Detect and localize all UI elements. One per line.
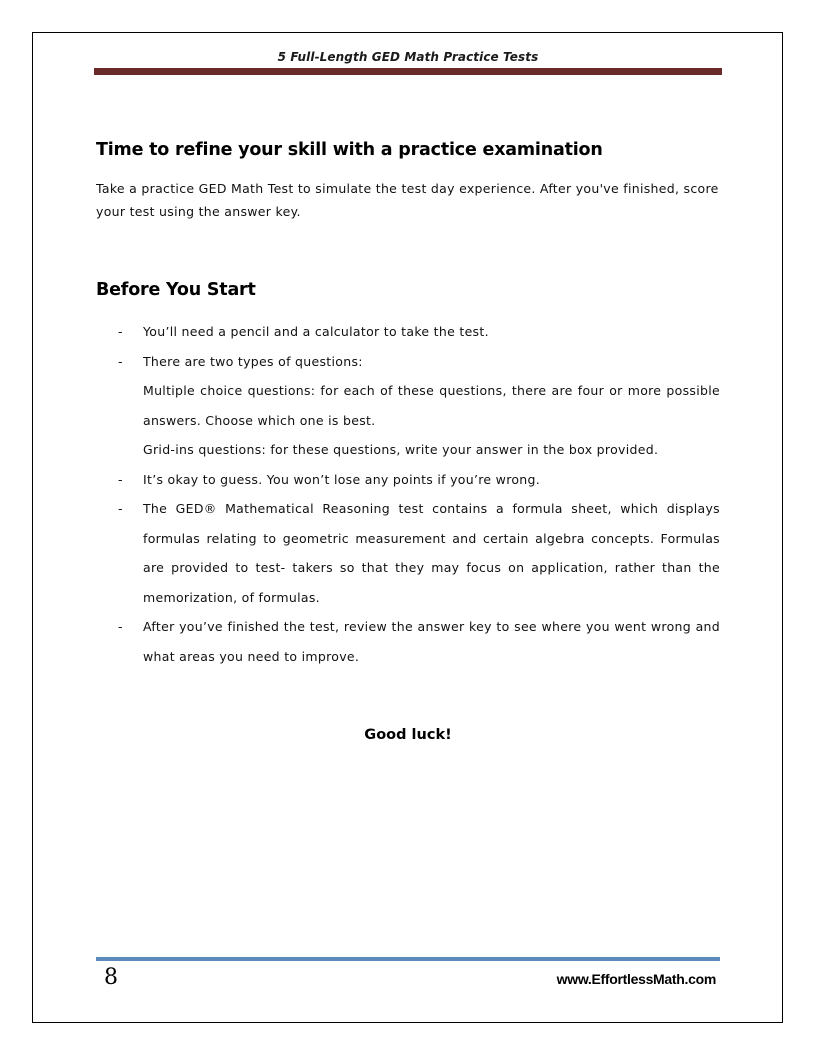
bullet-dash: -	[118, 353, 123, 369]
list-item-text: After you’ve finished the test, review the answer key to see where you went wrong and what areas you need to improve.	[143, 619, 720, 664]
bullet-dash: -	[118, 324, 123, 339]
page-number: 8	[104, 965, 118, 990]
footer-rule	[96, 957, 720, 961]
before-you-start-section	[96, 280, 720, 671]
section-heading-before-you-start: Before You Start	[96, 280, 256, 300]
running-header-title: 5 Full-Length GED Math Practice Tests	[277, 50, 539, 64]
list-item	[96, 347, 720, 465]
list-subitem-grid-ins: Grid-ins questions: for these questions, write your answer in the box provided.	[143, 442, 659, 457]
footer-website-url: www.EffortlessMath.com	[556, 971, 716, 987]
intro-paragraph: Take a practice GED Math Test to simulate the test day experience. After you've finished, score your test using the answer key.	[96, 181, 719, 219]
list-item	[96, 465, 720, 495]
list-item-text: There are two types of questions:	[143, 353, 363, 369]
list-item	[96, 612, 720, 671]
list-item-text: You’ll need a pencil and a calculator to take the test.	[143, 324, 489, 339]
list-item-text: It’s okay to guess. You won’t lose any points if you’re wrong.	[143, 471, 541, 487]
list-subitem-multiple-choice: Multiple choice questions: for each of these questions, there are four or more possible answers. Choose which one is best.	[143, 383, 720, 428]
header-rule	[94, 68, 722, 75]
list-item	[96, 317, 720, 347]
list-item-text: The GED® Mathematical Reasoning test contains a formula sheet, which displays formulas relating to geometric measurement and certain algebra concepts. Formulas are provided to test- takers so that they may focus on application, rather than the memorization, of formulas.	[143, 501, 720, 605]
bullet-dash: -	[118, 501, 123, 516]
section-heading-practice: Time to refine your skill with a practice examination	[96, 140, 603, 160]
bullet-dash: -	[118, 619, 123, 634]
instructions-list	[96, 317, 720, 671]
closing-good-luck: Good luck!	[364, 727, 452, 743]
page-content	[96, 140, 720, 671]
bullet-dash: -	[118, 471, 123, 487]
list-item	[96, 494, 720, 612]
